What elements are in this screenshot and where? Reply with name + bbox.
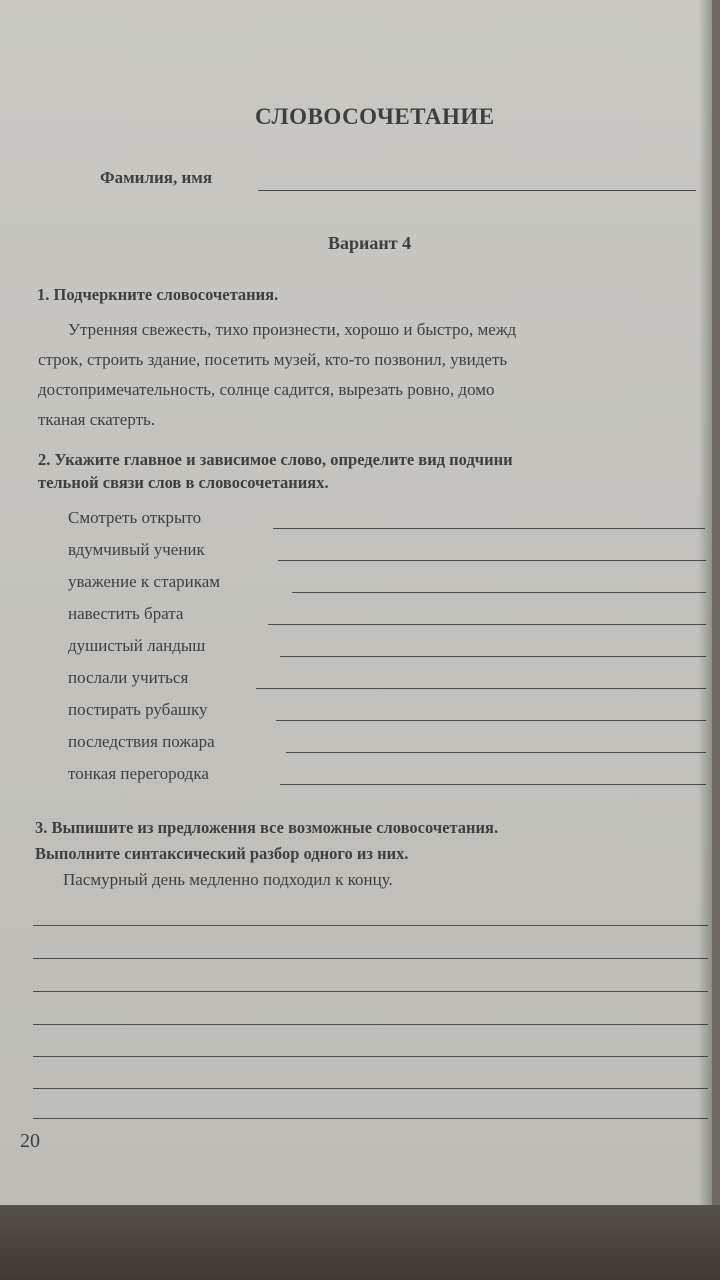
task2-title: 2. Укажите главное и зависимое слово, определите вид подчини (38, 450, 513, 469)
task1-text-line: Утренняя свежесть, тихо произнести, хорошо и быстро, межд (68, 320, 517, 339)
task1-text-line: достопримечательность, солнце садится, вырезать ровно, домо (38, 380, 495, 399)
answer-line[interactable] (268, 624, 706, 625)
page-number: 20 (20, 1130, 40, 1152)
answer-line[interactable] (278, 560, 706, 561)
phrase-text: тонкая перегородка (68, 764, 209, 783)
writing-line[interactable] (33, 1118, 708, 1119)
answer-line[interactable] (280, 784, 706, 785)
phrase-text: послали учиться (68, 668, 189, 687)
writing-line[interactable] (33, 1056, 708, 1057)
answer-line[interactable] (276, 720, 706, 721)
phrase-row (68, 604, 708, 634)
task3-sentence: Пасмурный день медленно подходил к концу. (63, 870, 393, 889)
phrase-text: последствия пожара (68, 732, 215, 751)
phrase-row (68, 636, 708, 666)
phrase-row (68, 732, 708, 762)
answer-line[interactable] (292, 592, 706, 593)
phrase-row (68, 572, 708, 602)
phrase-row (68, 540, 708, 570)
phrase-text: Смотреть открыто (68, 508, 202, 527)
phrase-text: уважение к старикам (68, 572, 221, 591)
variant-heading: Вариант 4 (328, 233, 412, 253)
phrase-text: вдумчивый ученик (68, 540, 205, 559)
phrase-text: навестить брата (68, 604, 184, 623)
writing-line[interactable] (33, 1088, 708, 1089)
answer-line[interactable] (280, 656, 706, 657)
writing-line[interactable] (33, 925, 708, 926)
task3-title: Выполните синтаксический разбор одного из них. (35, 844, 409, 863)
name-answer-line (258, 190, 696, 191)
name-label: Фамилия, имя (100, 168, 213, 187)
phrase-text: душистый ландыш (68, 636, 206, 655)
background-surface (0, 1205, 720, 1280)
phrase-row (68, 700, 708, 730)
answer-line[interactable] (286, 752, 706, 753)
task1-text-line: тканая скатерть. (38, 410, 156, 429)
phrase-row (68, 764, 708, 794)
task3-title: 3. Выпишите из предложения все возможные словосочетания. (35, 818, 499, 837)
task1-title: 1. Подчеркните словосочетания. (37, 285, 279, 304)
page-title: СЛОВОСОЧЕТАНИЕ (255, 104, 495, 129)
task1-text-line: строк, строить здание, посетить музей, кто-то позвонил, увидеть (38, 350, 508, 369)
answer-line[interactable] (273, 528, 705, 529)
phrase-row (68, 508, 708, 538)
answer-line[interactable] (256, 688, 706, 689)
phrase-text: постирать рубашку (68, 700, 208, 719)
writing-line[interactable] (33, 991, 708, 992)
task2-title: тельной связи слов в словосочетаниях. (38, 473, 329, 492)
phrase-row (68, 668, 708, 698)
writing-line[interactable] (33, 1024, 708, 1025)
writing-line[interactable] (33, 958, 708, 959)
